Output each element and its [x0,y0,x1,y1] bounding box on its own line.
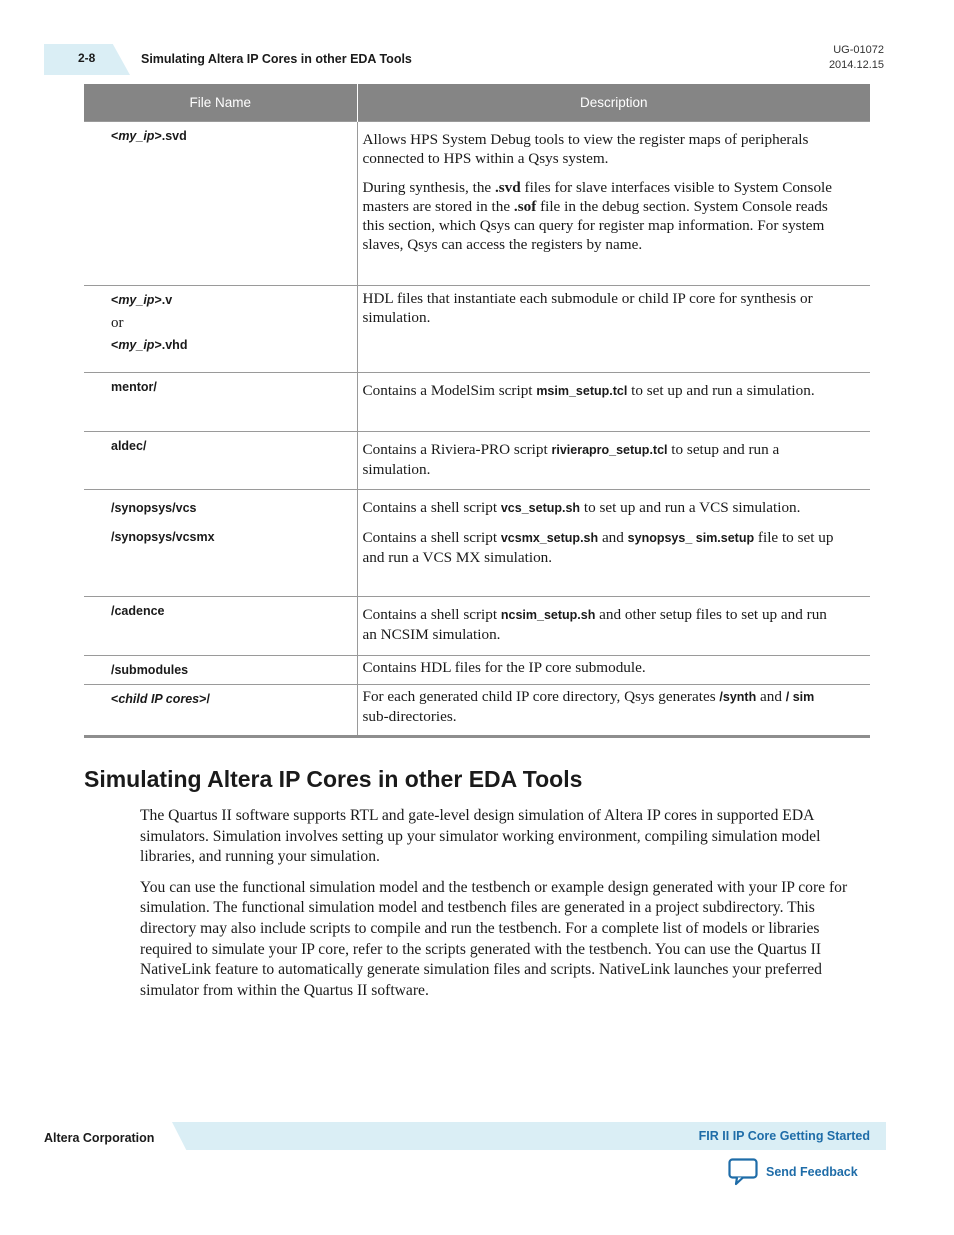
doc-id: UG-01072 [833,44,884,56]
file-name: <my_ip>.svd [111,129,187,143]
file-name: aldec/ [111,439,147,453]
description-cell [357,373,870,432]
file-name-cell [84,122,357,286]
description-paragraph: For each generated child IP core directory, Qsys generates /synth and / sim sub-directories. [362,688,815,725]
file-name: /synopsys/vcs [111,501,197,515]
file-name: <my_ip>.v [111,293,173,307]
file-name-cell [84,597,357,656]
file-name: /cadence [111,604,165,618]
column-header-file-name: File Name [84,84,357,122]
table-row [84,597,870,656]
description-paragraph: Contains a shell script ncsim_setup.sh and other setup files to set up and run an NCSIM simulation. [362,606,827,643]
description-paragraph: Contains a Riviera-PRO script rivierapro_setup.tcl to setup and run a simulation. [362,441,780,478]
description-cell [357,286,870,373]
file-name-cell [84,432,357,490]
speech-bubble-icon [728,1158,758,1186]
description-cell [357,432,870,490]
table-row [84,432,870,490]
file-name: /synopsys/vcsmx [111,530,215,544]
or-word: or [111,315,124,331]
description-paragraph: Contains a ModelSim script msim_setup.tcl to set up and run a simulation. [362,382,815,399]
body-paragraph: You can use the functional simulation model and the testbench or example design generated with your IP core for simulation. The functional simulation model and testbench files are generated in a project subdirectory. This directory may also include scripts to compile and run the testbench. For a complete list of models or libraries required to simulate your IP core, refer to the scripts generated with the testbench. You can use the Quartus II NativeLink feature to automatically generate simulation files and scripts. NativeLink launches your preferred simulator from within the Quartus II software. [140,878,848,999]
send-feedback-link[interactable] [728,1158,858,1186]
description-cell [357,656,870,685]
file-name-cell [84,373,357,432]
file-name-cell [84,286,357,373]
body-paragraph: The Quartus II software supports RTL and gate-level design simulation of Altera IP cores in supported EDA simulators. Simulation involves setting up your simulator working environment, compiling simulation model libraries, and running your simulation. [140,807,821,866]
file-name: mentor/ [111,380,157,394]
file-name: <child IP cores>/ [111,692,210,706]
footer-company: Altera Corporation [44,1131,155,1145]
description-paragraph: Contains a shell script vcs_setup.sh to set up and run a VCS simulation. [362,499,801,516]
description-paragraph: Contains a shell script vcsmx_setup.sh and synopsys_ sim.setup file to set up and run a VCS MX simulation. [362,529,834,566]
table-row [84,685,870,737]
description-cell [357,122,870,286]
description-paragraph: HDL files that instantiate each submodule or child IP core for synthesis or simulation. [362,290,813,326]
table-header-row [84,84,870,122]
file-name-cell [84,490,357,597]
description-cell [357,597,870,656]
description-cell [357,490,870,597]
table-row [84,373,870,432]
file-name: /submodules [111,663,189,677]
description-paragraph: During synthesis, the .svd files for slave interfaces visible to System Console masters are stored in the .sof file in the debug section. System Console reads this section, which Qsys can query for register map information. For system slaves, Qsys can access the registers by name. [362,179,832,253]
page-number: 2-8 [78,51,96,65]
file-table [84,84,870,738]
doc-info [829,43,884,73]
file-name-cell [84,656,357,685]
table-row [84,122,870,286]
table-row [84,656,870,685]
section-body [140,806,870,1011]
doc-date: 2014.12.15 [828,59,884,71]
send-feedback-label[interactable]: Send Feedback [766,1165,858,1179]
file-name: <my_ip>.vhd [111,338,188,352]
table-row [84,286,870,373]
column-header-description: Description [357,84,870,122]
description-paragraph: Contains HDL files for the IP core submodule. [362,659,646,676]
description-cell [357,685,870,737]
section-heading: Simulating Altera IP Cores in other EDA Tools [84,766,583,792]
table-row [84,490,870,597]
footer-doc-title[interactable]: FIR II IP Core Getting Started [698,1129,870,1143]
description-paragraph: Allows HPS System Debug tools to view the register maps of peripherals connected to HPS within a Qsys system. [362,131,809,167]
running-header-title: Simulating Altera IP Cores in other EDA Tools [141,52,412,66]
file-name-cell [84,685,357,737]
